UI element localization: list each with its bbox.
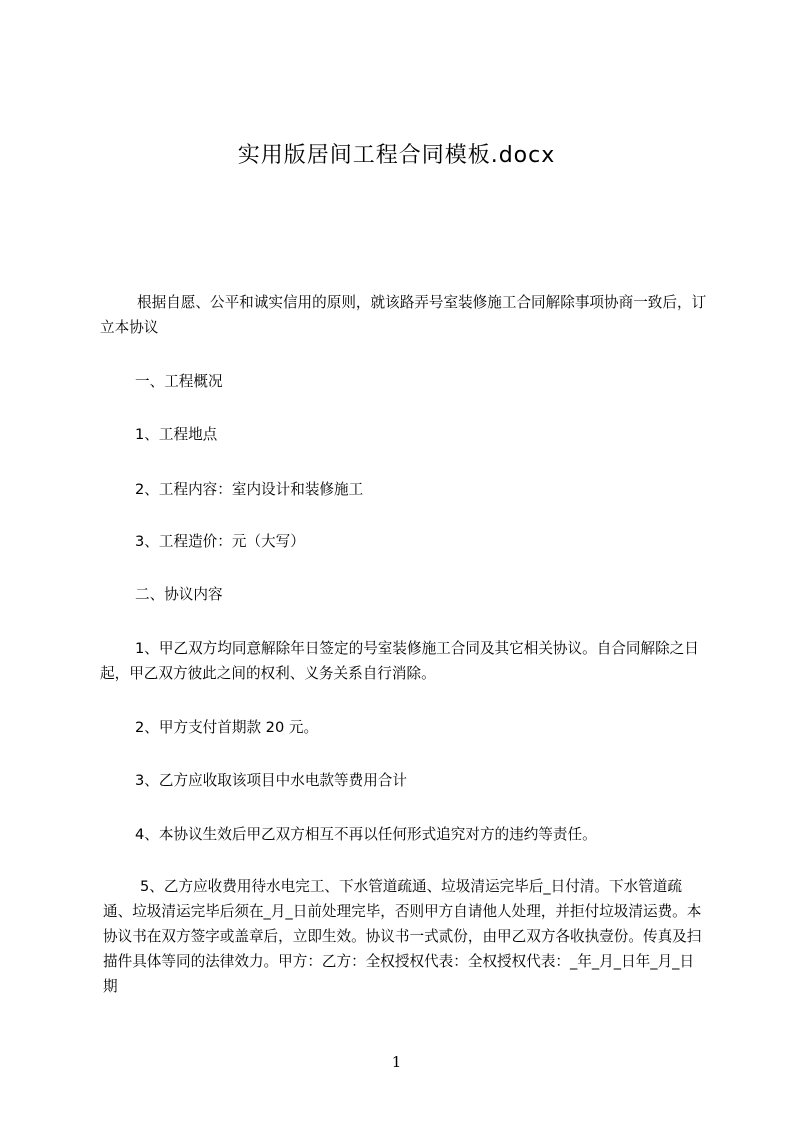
page-number: 1 [391, 1053, 402, 1071]
intro-paragraph: 根据自愿、公平和诚实信用的原则，就该路弄号室装修施工合同解除事项协商一致后，订立本协议 [100, 294, 707, 336]
document-title: 实用版居间工程合同模板.docx [237, 143, 556, 168]
paragraph-project-content: 2、工程内容：室内设计和装修施工 [135, 481, 364, 498]
paragraph-agreement-5: 5、乙方应收费用待水电完工、下水管道疏通、垃圾清运完毕后_日付清。下水管道疏通、垃圾清运完毕后须在_月_日前处理完毕，否则甲方自请他人处理，并拒付垃圾清运费。本协议书在双方签字或盖章后，立即生效。协议书一式贰份，由甲乙双方各收执壹份。传真及扫描件具体等同的法律效力。甲方：乙方：全权授权代表：全权授权代表：_年_月_日年_月_日期 [103, 878, 702, 995]
paragraph-agreement-4: 4、本协议生效后甲乙双方相互不再以任何形式追究对方的违约等责任。 [135, 826, 597, 843]
paragraph-project-cost: 3、工程造价：元（大写） [135, 533, 305, 550]
section-heading-agreement-content: 二、协议内容 [135, 586, 223, 603]
section-heading-project-overview: 一、工程概况 [135, 373, 223, 390]
paragraph-agreement-1: 1、甲乙双方均同意解除年日签定的号室装修施工合同及其它相关协议。自合同解除之日起，甲乙双方彼此之间的权利、义务关系自行消除。 [100, 640, 699, 682]
paragraph-agreement-3: 3、乙方应收取该项目中水电款等费用合计 [135, 772, 407, 789]
paragraph-project-location: 1、工程地点 [135, 426, 218, 443]
paragraph-agreement-2: 2、甲方支付首期款 20 元。 [135, 719, 319, 736]
